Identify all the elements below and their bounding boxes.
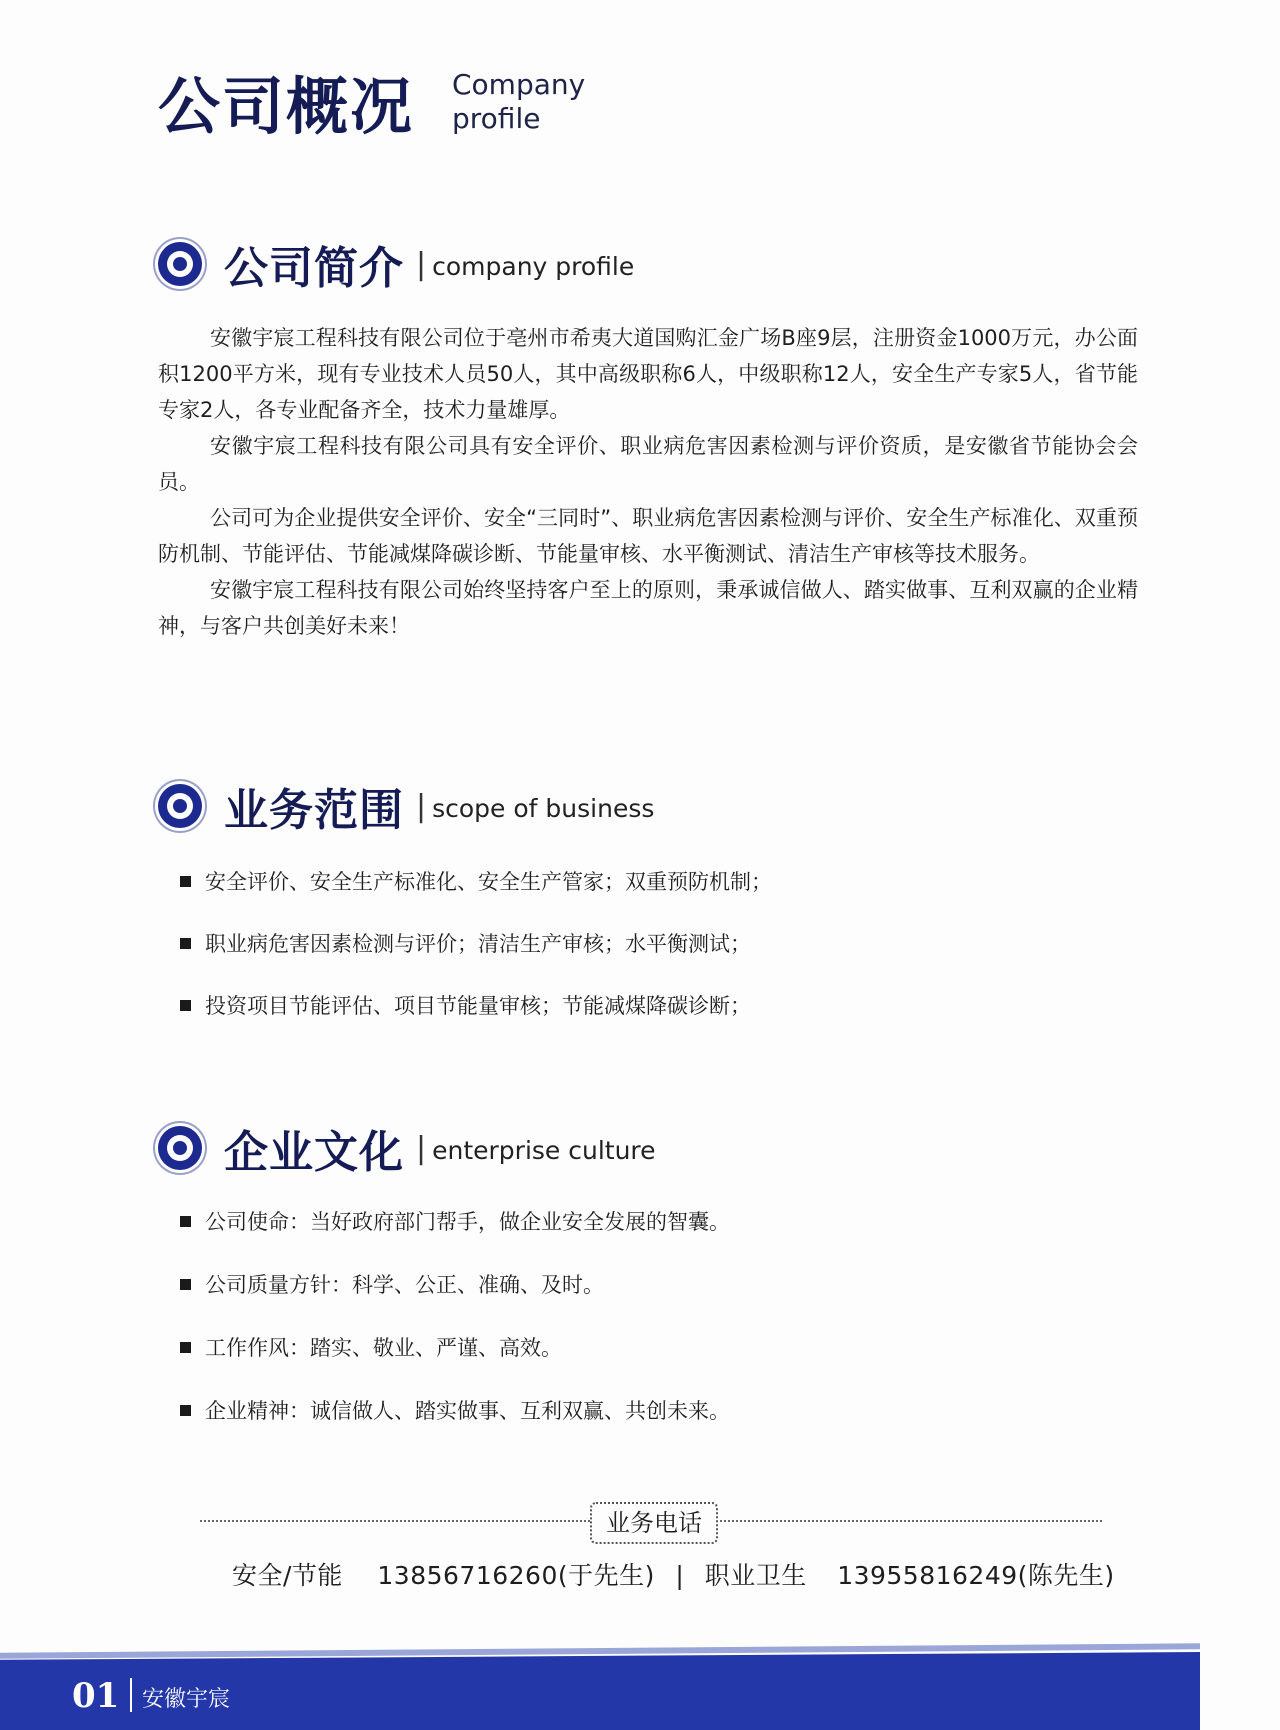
safety-phone[interactable]: 13856716260(于先生) <box>377 1561 655 1590</box>
list-item-text: 安全评价、安全生产标准化、安全生产管家；双重预防机制； <box>205 870 772 894</box>
contact-phones <box>232 1556 1115 1592</box>
section-title-en: scope of business <box>432 793 655 823</box>
list-item <box>180 1202 1080 1240</box>
square-bullet-icon <box>180 1000 191 1011</box>
square-bullet-icon <box>180 876 191 887</box>
section-heading-profile <box>158 234 634 294</box>
section-title-separator: | <box>416 246 427 282</box>
target-circle-icon <box>158 1126 202 1170</box>
section-heading-culture <box>158 1118 656 1178</box>
square-bullet-icon <box>180 938 191 949</box>
section-title-en: company profile <box>432 251 635 281</box>
page-title-en-line1: Company <box>452 68 586 101</box>
list-item <box>180 1328 1080 1366</box>
list-item-text: 职业病危害因素检测与评价；清洁生产审核；水平衡测试； <box>205 932 751 956</box>
square-bullet-icon <box>180 1216 191 1227</box>
profile-paragraph-3: 公司可为企业提供安全评价、安全“三同时”、职业病危害因素检测与评价、安全生产标准化、双重预防机制、节能评估、节能减煤降碳诊断、节能量审核、水平衡测试、清洁生产审核等技术服务。 <box>158 506 1138 566</box>
list-item-text: 投资项目节能评估、项目节能量审核；节能减煤降碳诊断； <box>205 994 751 1018</box>
list-item-text: 公司使命：当好政府部门帮手，做企业安全发展的智囊。 <box>205 1210 730 1234</box>
square-bullet-icon <box>180 1279 191 1290</box>
profile-paragraph-2: 安徽宇宸工程科技有限公司具有安全评价、职业病危害因素检测与评价资质，是安徽省节能协会会员。 <box>158 434 1138 494</box>
target-circle-icon <box>158 784 202 828</box>
page-title-en <box>452 68 585 136</box>
page-title-en-line2: profile <box>452 102 541 135</box>
square-bullet-icon <box>180 1342 191 1353</box>
page-title: 公司概况 <box>158 70 415 143</box>
safety-label: 安全/节能 <box>232 1561 343 1590</box>
square-bullet-icon <box>180 1405 191 1416</box>
section-title-zh: 业务范围 <box>224 785 404 836</box>
contact-separator: | <box>675 1561 685 1590</box>
page-number: 01 <box>72 1676 120 1716</box>
list-item-text: 工作作风：踏实、敬业、严谨、高效。 <box>205 1336 562 1360</box>
company-profile-text <box>158 320 1138 644</box>
footer-brand: 安徽宇宸 <box>142 1687 231 1712</box>
section-title-zh: 公司简介 <box>224 243 404 294</box>
list-item <box>180 986 1080 1024</box>
list-item-text: 公司质量方针：科学、公正、准确、及时。 <box>205 1273 604 1297</box>
list-item <box>180 1391 1080 1429</box>
section-title-zh: 企业文化 <box>224 1127 404 1178</box>
health-label: 职业卫生 <box>704 1561 807 1590</box>
target-circle-icon <box>158 242 202 286</box>
list-item <box>180 1265 1080 1303</box>
phone-badge: 业务电话 <box>590 1502 718 1544</box>
footer-separator <box>130 1678 132 1712</box>
profile-paragraph-4: 安徽宇宸工程科技有限公司始终坚持客户至上的原则，秉承诚信做人、踏实做事、互利双赢的企业精神，与客户共创美好未来！ <box>158 578 1138 638</box>
list-item <box>180 924 1080 962</box>
health-phone[interactable]: 13955816249(陈先生) <box>837 1561 1115 1590</box>
section-title-separator: | <box>416 1130 427 1166</box>
list-item <box>180 862 1080 900</box>
section-title-separator: | <box>416 788 427 824</box>
section-heading-business <box>158 776 654 836</box>
business-list <box>180 862 1080 1024</box>
section-title-en: enterprise culture <box>432 1135 656 1165</box>
profile-paragraph-1: 安徽宇宸工程科技有限公司位于亳州市希夷大道国购汇金广场B座9层，注册资金1000万元，办公面积1200平方米，现有专业技术人员50人，其中高级职称6人，中级职称12人，安全生产专家5人，省节能专家2人，各专业配备齐全，技术力量雄厚。 <box>158 326 1138 422</box>
culture-list <box>180 1202 1080 1429</box>
list-item-text: 企业精神：诚信做人、踏实做事、互利双赢、共创未来。 <box>205 1399 730 1423</box>
